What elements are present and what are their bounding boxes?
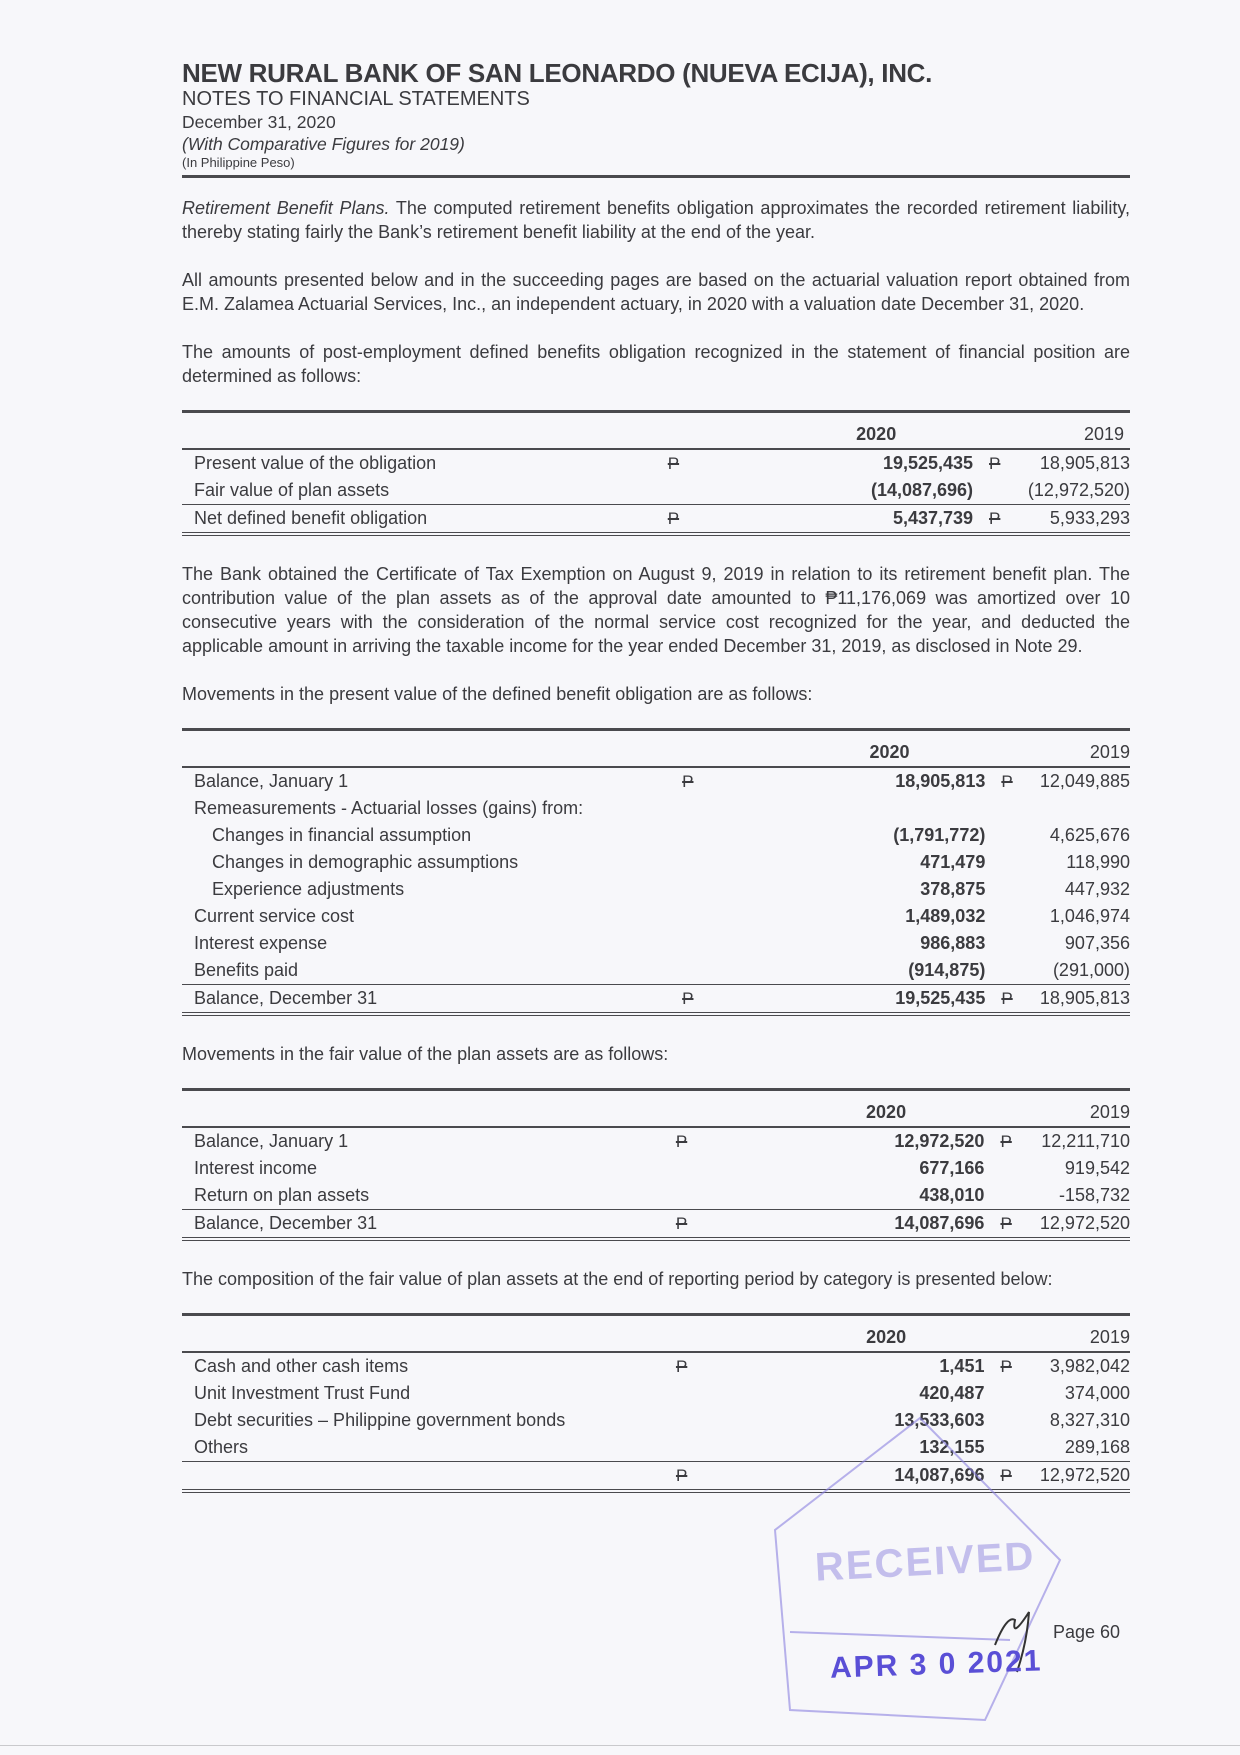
peso-sign: P: [675, 1466, 688, 1485]
peso-sign: P: [675, 1132, 688, 1151]
table-row: Benefits paid (914,875) (291,000): [194, 960, 1130, 980]
obligation-movements-table: [182, 728, 1130, 1016]
peso-sign: P: [667, 454, 680, 473]
peso-sign: P: [667, 509, 680, 528]
table-row: Changes in demographic assumptions 471,479 118,990: [212, 852, 1130, 872]
stamp-received-text: RECEIVED: [813, 1534, 1037, 1590]
table-row: Return on plan assets 438,010 -158,732: [194, 1185, 1130, 1205]
header-rule: [182, 175, 1130, 178]
peso-sign: P: [1001, 772, 1013, 791]
paragraph-actuarial: All amounts presented below and in the succeeding pages are based on the actuarial valuation report obtained from E.M. Zalamea Actuarial Services, Inc., an independent actuary, in 2020 with a valuation date December 31, 2020.: [182, 270, 1130, 314]
peso-sign: P: [1001, 989, 1013, 1008]
table-row: Balance, January 1 P 18,905,813 P 12,049,885: [194, 771, 1130, 791]
page-number: Page 60: [1053, 1622, 1121, 1642]
table-row: Others 132,155 289,168: [194, 1437, 1130, 1457]
peso-sign: P: [1000, 1466, 1012, 1485]
year-2020-header: 2020: [689, 421, 973, 449]
table-header-row: [182, 1099, 1130, 1127]
table-row: Experience adjustments 378,875 447,932: [212, 879, 1130, 899]
year-2019-header: 2019: [1040, 1099, 1130, 1127]
table-row: Changes in financial assumption (1,791,772) 4,625,676: [212, 825, 1130, 845]
year-2019-header: 2019: [1040, 739, 1130, 767]
peso-sign: P: [1000, 1132, 1012, 1151]
table-row: Interest income 677,166 919,542: [194, 1158, 1130, 1178]
table-row: Fair value of plan assets (14,087,696) (12,972,520): [194, 480, 1130, 500]
total-row: Balance, December 31 P 19,525,435 P 18,905,813: [182, 985, 1130, 1015]
scan-edge-line: [0, 1745, 1240, 1746]
year-2019-header: 2019: [1040, 1324, 1130, 1352]
table-row: Present value of the obligation P 19,525,435 P 18,905,813: [194, 453, 1130, 473]
peso-sign: P: [675, 1357, 688, 1376]
subheading-row: Remeasurements - Actuarial losses (gains) from:: [194, 798, 584, 818]
table-header-row: [182, 1324, 1130, 1352]
peso-sign: P: [675, 1214, 688, 1233]
paragraph-retirement-plans: [182, 196, 1130, 244]
stamp-date: APR 3 0 2021: [829, 1644, 1043, 1685]
paragraph-body: The computed retirement benefits obligation approximates the recorded retirement liability, thereby stating fairly the Bank’s retirement benefit liability at the end of the year.: [182, 198, 1130, 242]
stamp-divider: [790, 1632, 1010, 1640]
paragraph-obligation-intro: The amounts of post-employment defined benefits obligation recognized in the statement of financial position are determined as follows:: [182, 342, 1130, 386]
table-header-row: [182, 421, 1130, 449]
table-row: Unit Investment Trust Fund 420,487 374,000: [194, 1383, 1130, 1403]
net-obligation-table: [182, 410, 1130, 536]
table-header-row: [182, 739, 1130, 767]
table-row: Balance, January 1 P 12,972,520 P 12,211,710: [194, 1131, 1130, 1151]
paragraph-asset-movements: Movements in the fair value of the plan assets are as follows:: [182, 1044, 669, 1064]
paragraph-lead: Retirement Benefit Plans.: [182, 198, 390, 218]
table-row: Cash and other cash items P 1,451 P 3,982,042: [194, 1356, 1130, 1376]
peso-sign: P: [989, 454, 1001, 473]
total-row: Net defined benefit obligation P 5,437,739 P 5,933,293: [182, 505, 1130, 535]
peso-sign: P: [1000, 1357, 1012, 1376]
plan-assets-composition-table: [182, 1313, 1130, 1493]
paragraph-tax-exemption: The Bank obtained the Certificate of Tax Exemption on August 9, 2019 in relation to its retirement benefit plan. The contribution value of the plan assets as of the approval date amounted to ₱11,176,069 was amortized over 10 consecutive years with the consideration of the normal service cost recognized for the year, and deducted the applicable amount in arriving the taxable income for the year ended December 31, 2019, as disclosed in Note 29.: [182, 564, 1130, 656]
comparative-note: (With Comparative Figures for 2019): [182, 134, 465, 154]
table-row: Interest expense 986,883 907,356: [194, 933, 1130, 953]
peso-sign: P: [682, 989, 694, 1008]
year-2020-header: 2020: [698, 1324, 985, 1352]
peso-sign: P: [682, 772, 694, 791]
table-row: Current service cost 1,489,032 1,046,974: [194, 906, 1130, 926]
total-row: Balance, December 31 P 14,087,696 P 12,972,520: [182, 1210, 1130, 1240]
company-name: NEW RURAL BANK OF SAN LEONARDO (NUEVA ECIJA), INC.: [182, 58, 933, 88]
currency-unit: (In Philippine Peso): [182, 155, 295, 170]
paragraph-composition: The composition of the fair value of plan assets at the end of reporting period by category is presented below:: [182, 1269, 1053, 1289]
document-subtitle: NOTES TO FINANCIAL STATEMENTS: [182, 88, 530, 110]
table-row: Debt securities – Philippine government bonds 13,533,603 8,327,310: [194, 1410, 1130, 1430]
year-2020-header: 2020: [698, 1099, 985, 1127]
plan-assets-movements-table: [182, 1088, 1130, 1241]
document-page: [182, 58, 1130, 1493]
peso-sign: P: [1000, 1214, 1012, 1233]
document-header: [182, 58, 1130, 178]
year-2019-header: 2019: [1028, 421, 1130, 449]
statement-date: December 31, 2020: [182, 112, 336, 132]
paragraph-obligation-movements: Movements in the present value of the defined benefit obligation are as follows:: [182, 684, 813, 704]
total-row: P 14,087,696 P 12,972,520: [182, 1462, 1130, 1492]
peso-sign: P: [989, 509, 1001, 528]
year-2020-header: 2020: [704, 739, 986, 767]
